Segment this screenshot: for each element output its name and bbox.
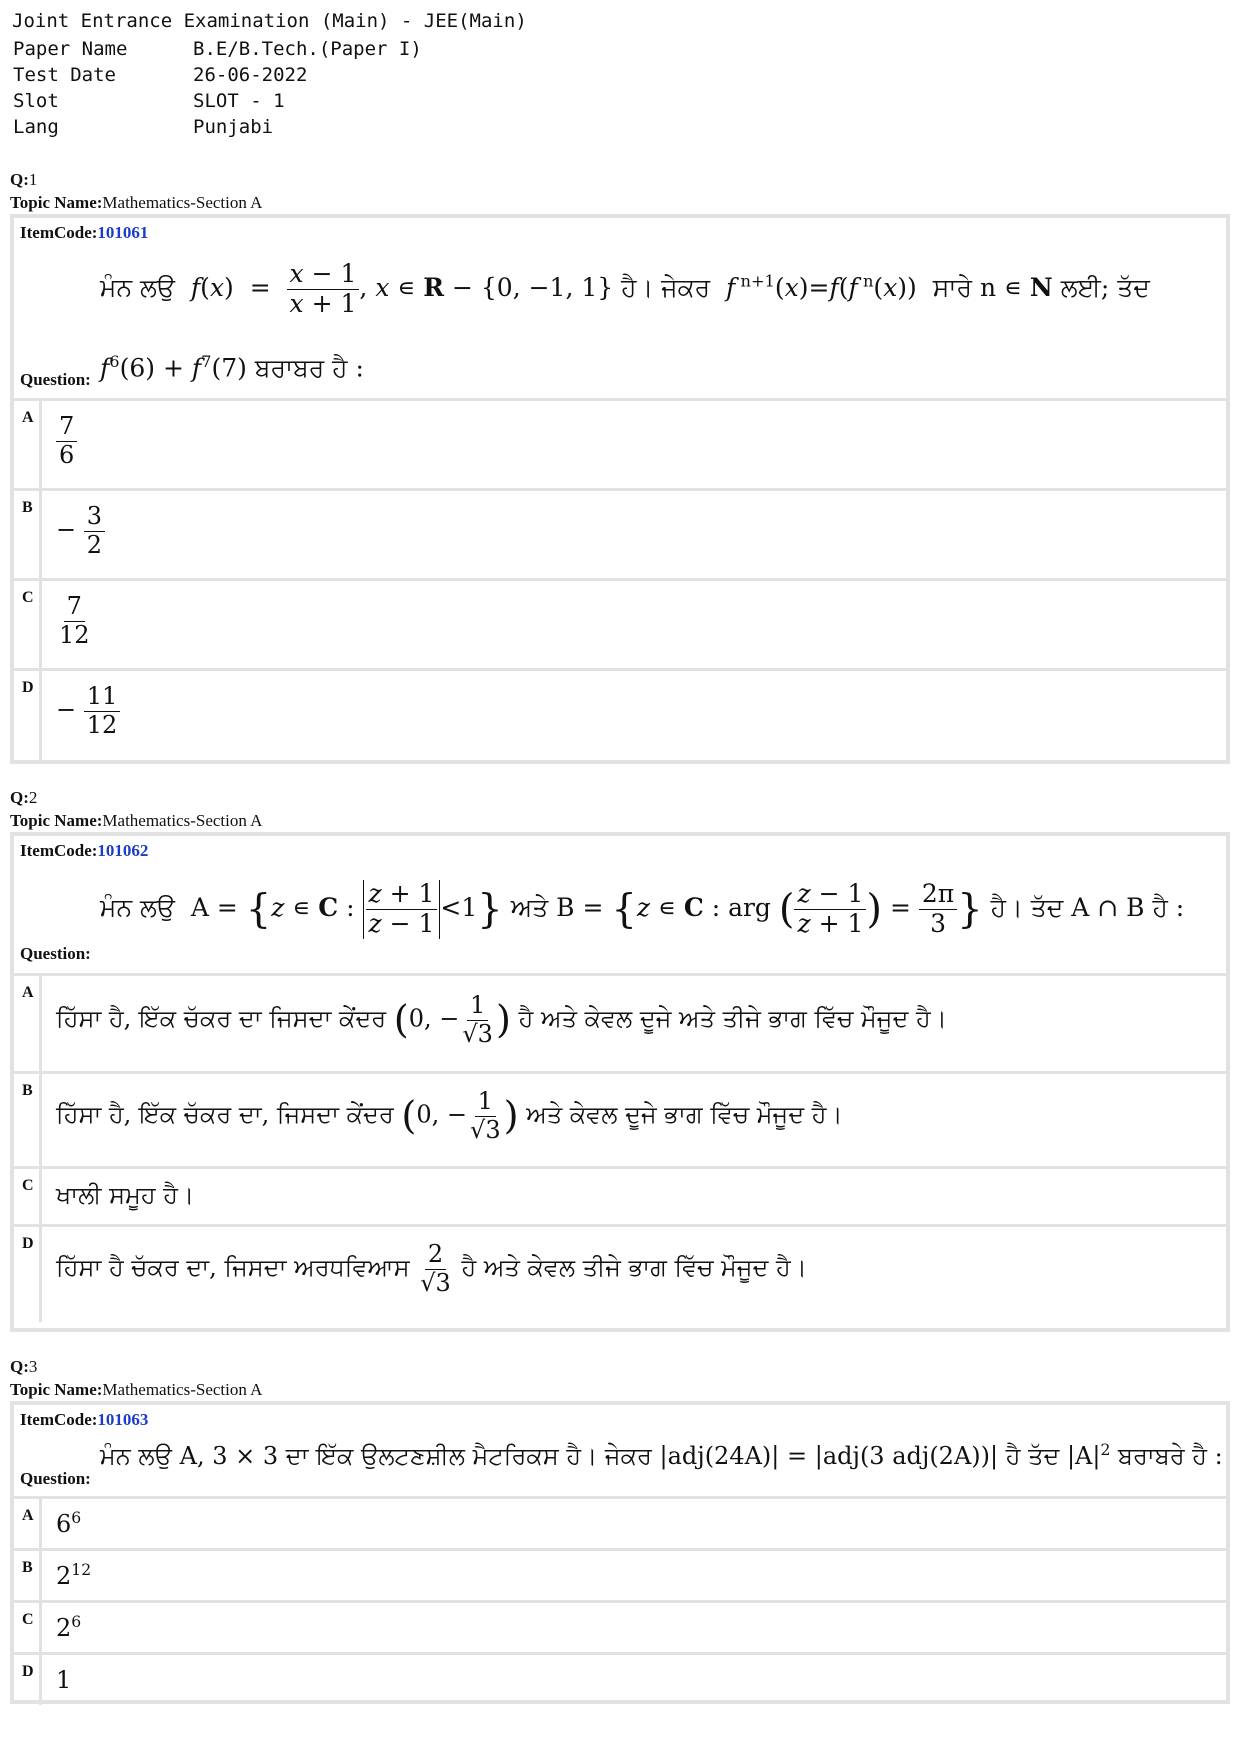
option-letter: D [14, 1227, 42, 1322]
option-2B[interactable]: B ਹਿੱਸਾ ਹੈ, ਇੱਕ ਚੱਕਰ ਦਾ, ਜਿਸਦਾ ਕੇਂਦਰ (0, − $\frac{1}{√3}$ ) ਅਤੇ ਕੇਵਲ ਦੂਜੇ ਭਾਗ ਵਿੱਚ ਮੌਜੂਦ ਹੈ। [14, 1074, 1226, 1169]
info-row: Test Date 26-06-2022 [13, 64, 308, 86]
option-letter: B [14, 1551, 42, 1600]
option-1D[interactable]: D − $\frac{11}{12}$ [14, 671, 1226, 761]
option-letter: B [14, 1074, 42, 1166]
option-2A[interactable]: A ਹਿੱਸਾ ਹੈ, ਇੱਕ ਚੱਕਰ ਦਾ ਜਿਸਦਾ ਕੇਂਦਰ (0, − $\frac{1}{√3}$ ) ਹੈ ਅਤੇ ਕੇਵਲ ਦੂਜੇ ਅਤੇ ਤੀਜੇ ਭਾਗ ਵਿੱਚ ਮੌਜੂਦ ਹੈ। [14, 976, 1226, 1074]
info-row: Slot SLOT - 1 [13, 90, 285, 112]
exam-title: Joint Entrance Examination (Main) - JEE(Main) [12, 10, 527, 32]
option-letter: C [14, 1169, 42, 1224]
option-letter: A [14, 1499, 42, 1548]
option-letter: C [14, 1603, 42, 1652]
question-header-1: Q:1 Topic Name:Mathematics-Section A [10, 170, 263, 212]
question-stem-1 [14, 218, 1226, 401]
option-letter: D [14, 671, 42, 761]
itemcode: ItemCode:101063 [20, 1410, 149, 1429]
question-text: ਮੰਨ ਲਉ A = {z ∊ C : $\frac{z + 1}{z - 1}$ <1} ਅਤੇ B = {z ∊ C : arg ( $\frac{z - 1}{z + 1}$ ) = $\frac{2\pi}{3}$ } ਹੈ। ਤੱਦ A ∩ B ਹੈ : [100, 879, 1185, 938]
question-label: Question: [20, 944, 91, 963]
option-3C[interactable]: C $2^6$ [14, 1603, 1226, 1655]
exam-header [12, 8, 527, 140]
option-3B[interactable]: B $2^{12}$ [14, 1551, 1226, 1603]
option-letter: B [14, 491, 42, 578]
info-row: Paper Name B.E/B.Tech.(Paper I) [13, 38, 422, 60]
option-2C[interactable]: C ਖਾਲੀ ਸਮੂਹ ਹੈ। [14, 1169, 1226, 1227]
option-1B[interactable]: B − $\frac{3}{2}$ [14, 491, 1226, 581]
question-box-1 [10, 214, 1230, 764]
question-label: Question: [20, 1469, 91, 1488]
question-stem-3 [14, 1405, 1226, 1499]
info-row: Lang Punjabi [13, 116, 274, 138]
option-3D[interactable]: D 1 [14, 1655, 1226, 1705]
question-text-line1: ਮੰਨ ਲਉ f(x) = $\frac{x - 1}{x + 1}$ , x ∊ R − {0, −1, 1} ਹੈ। ਜੇਕਰ f $^{n+1}$(x)=f(f $^n$(x)) ਸਾਰੇ n ∊ N ਲਈ; ਤੱਦ [100, 259, 1150, 318]
itemcode: ItemCode:101061 [20, 223, 149, 242]
question-box-3 [10, 1401, 1230, 1704]
option-letter: D [14, 1655, 42, 1705]
question-header-3: Q:3 Topic Name:Mathematics-Section A [10, 1357, 263, 1399]
question-stem-2 [14, 836, 1226, 976]
option-letter: A [14, 401, 42, 488]
option-letter: C [14, 581, 42, 668]
option-1C[interactable]: C $\frac{7}{12}$ [14, 581, 1226, 671]
exam-info-table [13, 36, 422, 140]
question-box-2 [10, 832, 1230, 1332]
question-text: ਮੰਨ ਲਉ A, 3 × 3 ਦਾ ਇੱਕ ਉਲਟਣਸ਼ੀਲ ਮੈਟਰਿਕਸ ਹੈ। ਜੇਕਰ |adj(24A)| = |adj(3 adj(2A))| ਹੈ ਤੱਦ $|A|^2$ ਬਰਾਬਰੇ ਹੈ : [100, 1441, 1223, 1470]
itemcode: ItemCode:101062 [20, 841, 149, 860]
option-1A[interactable]: A $\frac{7}{6}$ [14, 401, 1226, 491]
option-3A[interactable]: A $6^6$ [14, 1499, 1226, 1551]
question-text-line2: $f^6(6) + f^7(7)$ ਬਰਾਬਰ ਹੈ : [100, 352, 364, 383]
option-letter: A [14, 976, 42, 1071]
question-label: Question: [20, 370, 91, 389]
question-header-2: Q:2 Topic Name:Mathematics-Section A [10, 788, 263, 830]
option-2D[interactable]: D ਹਿੱਸਾ ਹੈ ਚੱਕਰ ਦਾ, ਜਿਸਦਾ ਅਰਧਵਿਆਸ $\frac{2}{√3}$ ਹੈ ਅਤੇ ਕੇਵਲ ਤੀਜੇ ਭਾਗ ਵਿੱਚ ਮੌਜੂਦ ਹੈ। [14, 1227, 1226, 1322]
